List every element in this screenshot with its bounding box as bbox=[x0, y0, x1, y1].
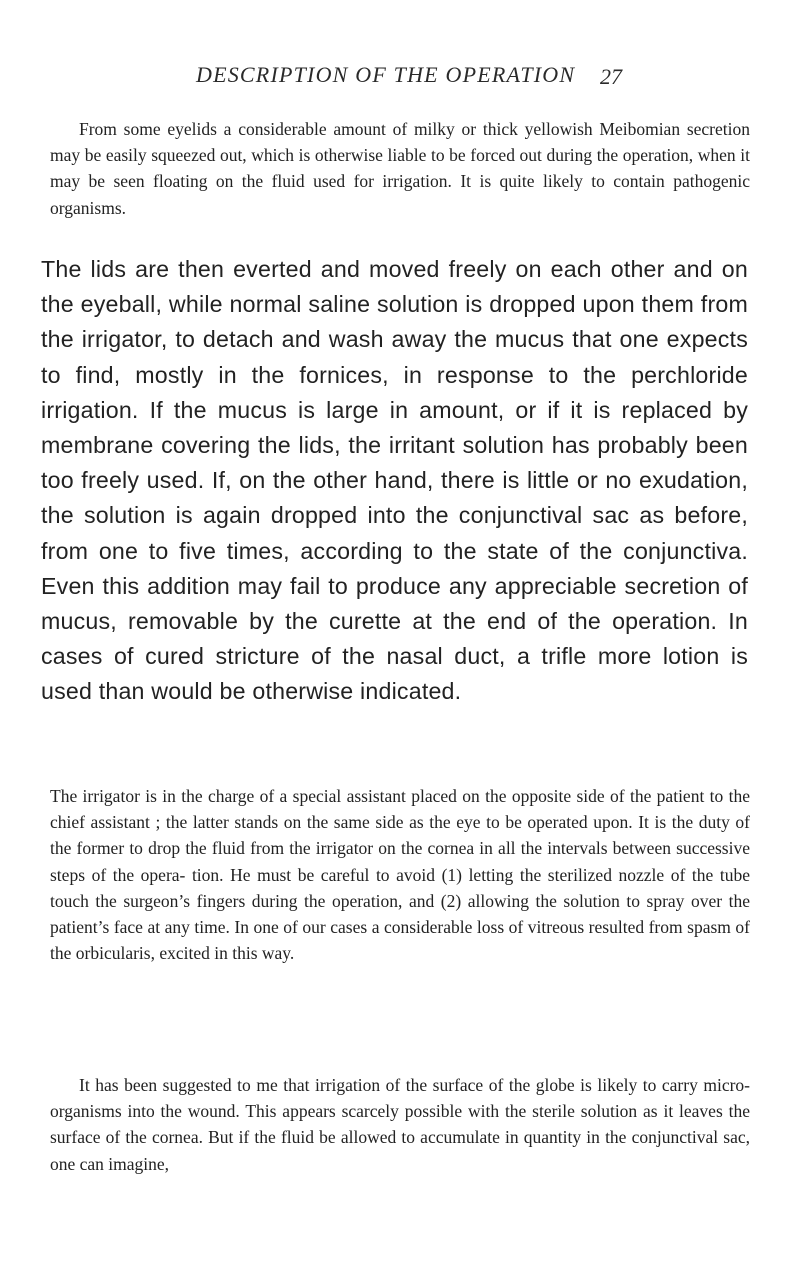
paragraph-globe: It has been suggested to me that irrigation of the surface of the globe is likely to carry micro-organisms into the wound. This appears scarcely possible with the sterile solution as it leaves the surface of the cornea. But if the fluid be allowed to accumulate in quantity in the conjunctival sac, one can imagine, bbox=[50, 1075, 750, 1174]
running-title: DESCRIPTION OF THE OPERATION bbox=[196, 62, 576, 87]
paragraph-irrigator: The irrigator is in the charge of a special assistant placed on the opposite side of the patient to the chief assistant ; the latter stands on the same side as the eye to be operated upon. It is the duty of the former to drop the fluid from the irrigator on the cornea in all the intervals between successive steps of the opera- tion. He must be careful to avoid (1) letting the sterilized nozzle of the tube touch the surgeon’s fingers during the operation, and (2) allowing the solution to spray over the patient’s face at any time. In one of our cases a considerable loss of vitreous resulted from spasm of the orbicularis, excited in this way. bbox=[50, 786, 750, 964]
paragraph-lids: The lids are then everted and moved freely on each other and on the eyeball, while normal saline solution is dropped upon them from the irrigator, to detach and wash away the mucus that one expects to find, mostly in the fornices, in response to the perchloride irrigation. If the mucus is large in amount, or if it is replaced by membrane covering the lids, the irritant solution has probably been too freely used. If, on the other hand, there is little or no exudation, the solution is again dropped into the conjunctival sac as before, from one to five times, according to the state of the conjunctiva. Even this addition may fail to produce any appreciable secretion of mucus, removable by the curette at the end of the operation. In cases of cured stricture of the nasal duct, a trifle more lotion is used than would be otherwise indicated. bbox=[41, 256, 748, 705]
page-number: 27 bbox=[600, 64, 622, 89]
paragraph-meibomian: From some eyelids a considerable amount of milky or thick yellowish Meibomian secretion may be easily squeezed out, which is otherwise liable to be forced out during the operation, when it may be seen floating on the fluid used for irrigation. It is quite likely to contain pathogenic organisms. bbox=[50, 119, 750, 218]
